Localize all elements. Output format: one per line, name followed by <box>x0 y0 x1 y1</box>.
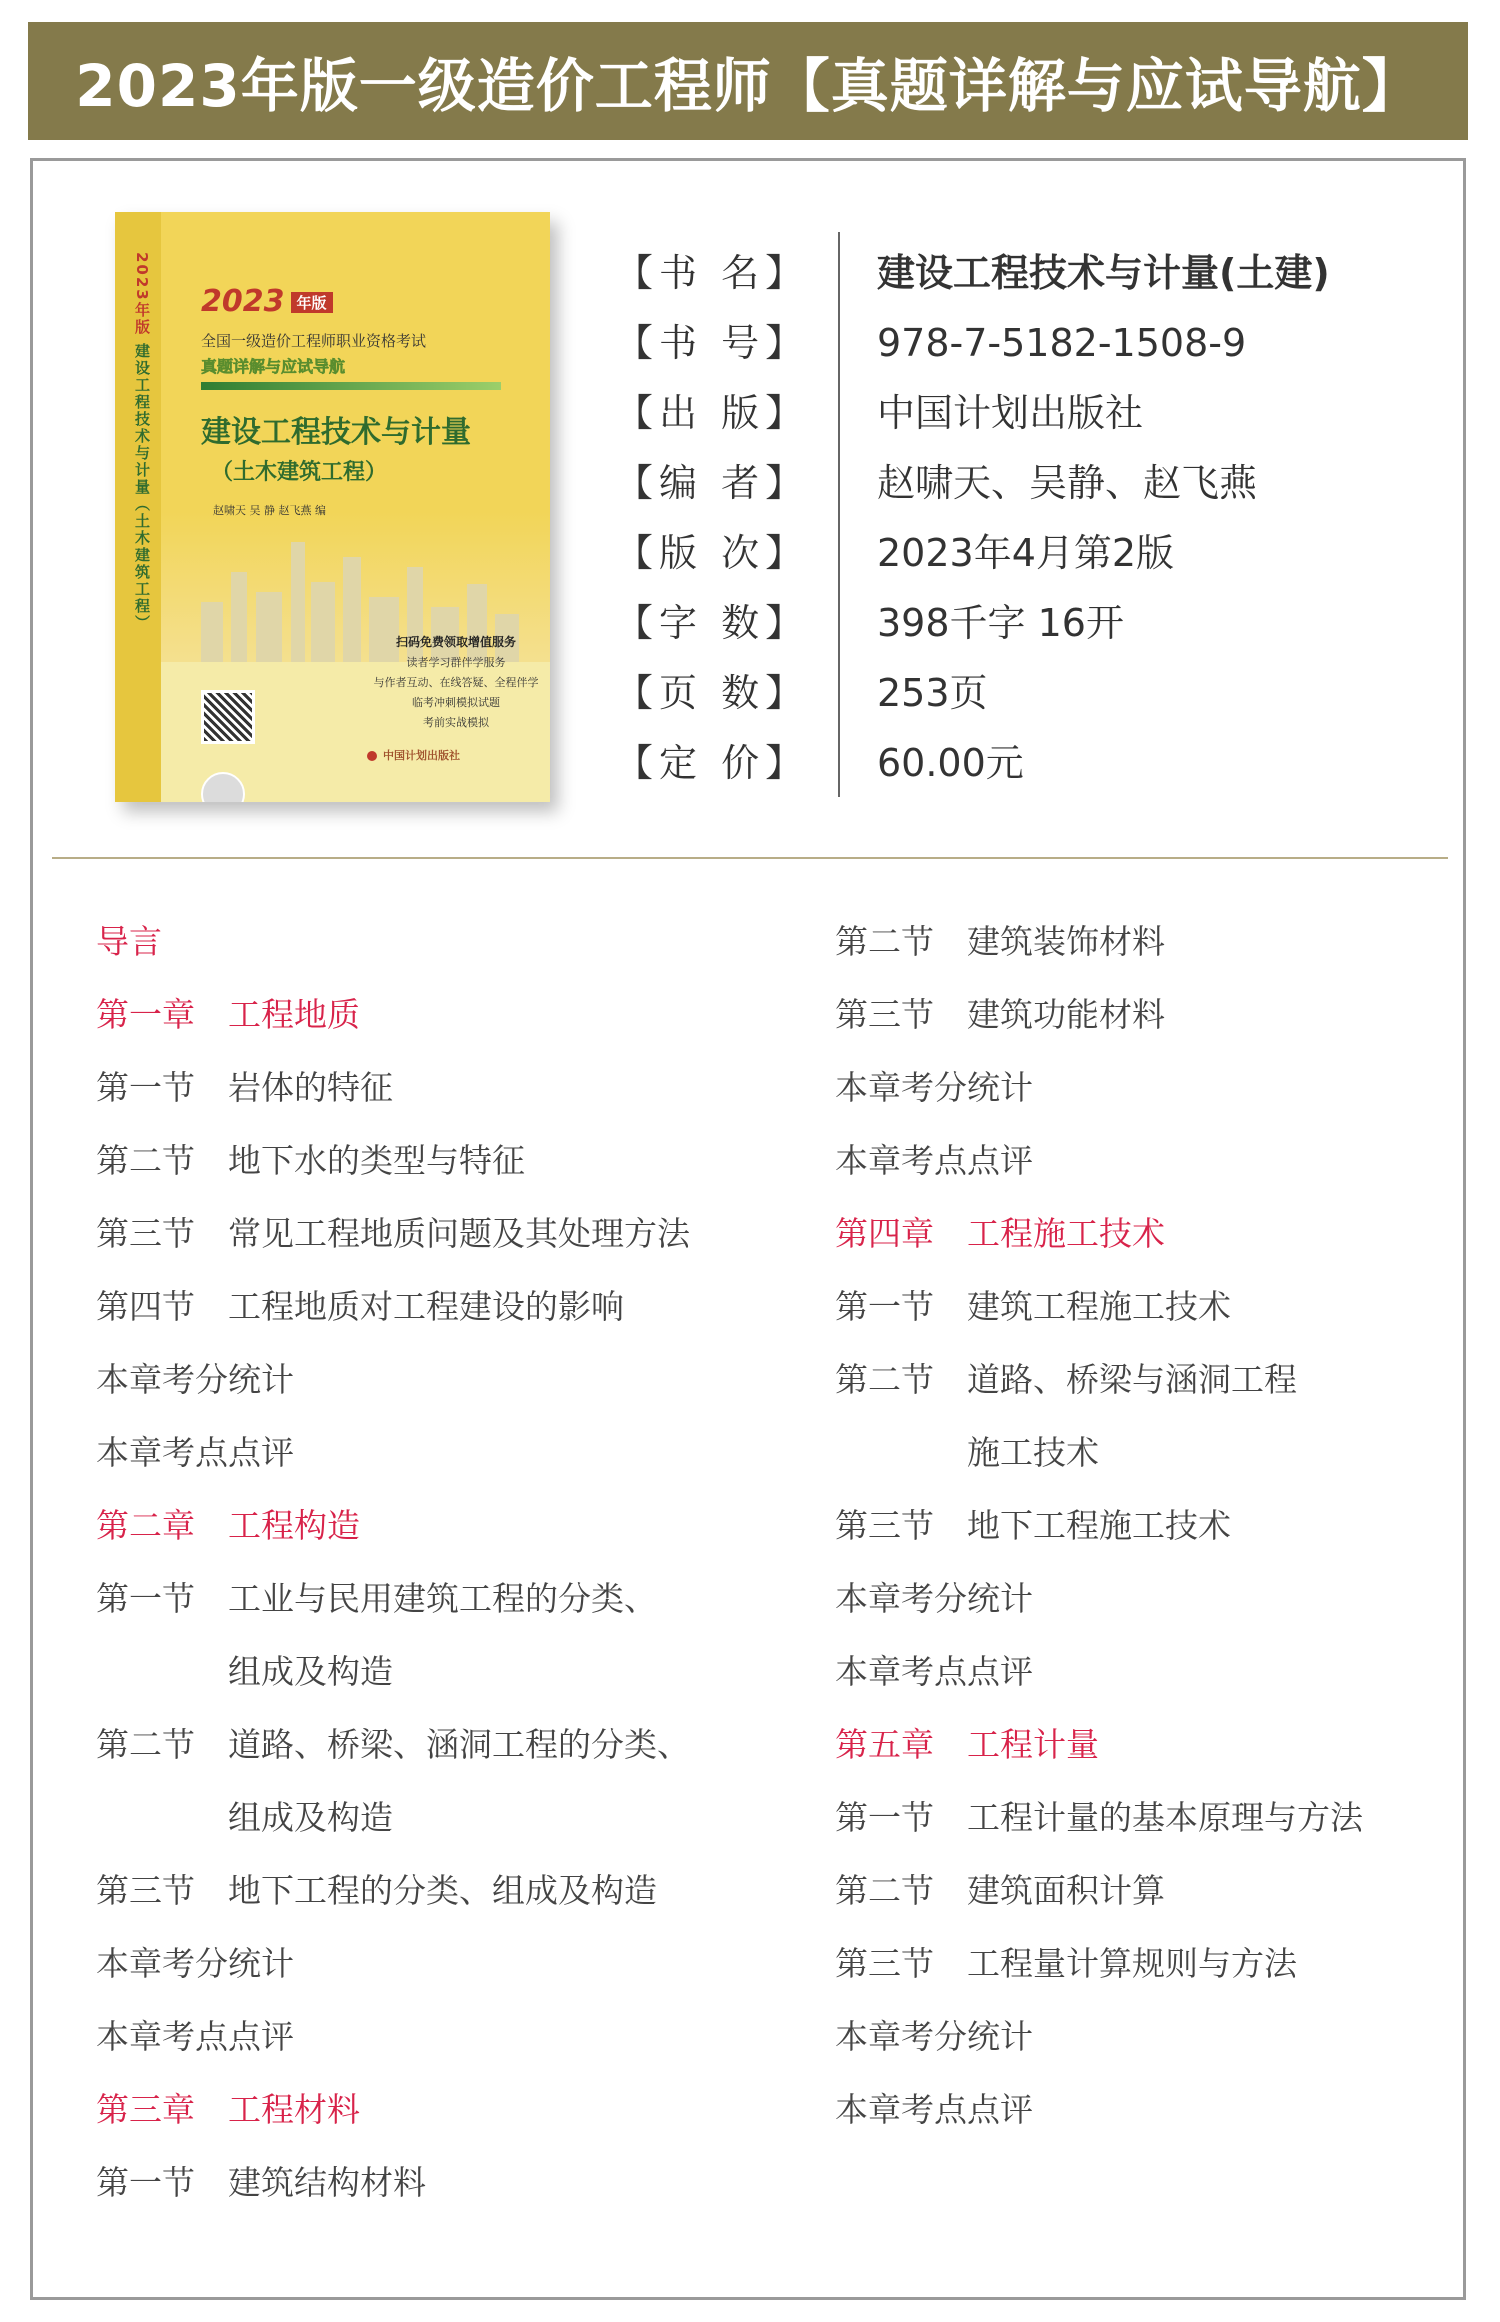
toc-item <box>96 1270 796 1343</box>
toc-item-number: 第一节 <box>835 1287 934 1326</box>
info-value-book-name: 建设工程技术与计量(土建) <box>877 251 1330 295</box>
toc-item-title: 工程地质 <box>228 995 360 1034</box>
toc-item-title: 本章考点点评 <box>835 1141 1033 1180</box>
section-divider <box>52 857 1448 859</box>
toc-item-number: 第三节 <box>835 1944 934 1983</box>
book-authors: 赵啸天 吴 静 赵飞燕 编 <box>213 504 326 517</box>
toc-item-number: 第二节 <box>835 1360 934 1399</box>
toc-item-title: 建筑功能材料 <box>967 995 1165 1034</box>
toc-item <box>835 2000 1475 2073</box>
toc-item-title: 道路、桥梁与涵洞工程 <box>967 1360 1297 1399</box>
toc-item-title: 本章考分统计 <box>835 1579 1033 1618</box>
toc-chapter <box>835 1197 1475 1270</box>
toc-item <box>835 1051 1475 1124</box>
info-label: 【页 数】 <box>615 671 810 715</box>
year-tag: 年版 <box>291 292 333 313</box>
toc-item-title: 建筑面积计算 <box>967 1871 1165 1910</box>
toc-item <box>96 1416 796 1489</box>
spine-title: 建设工程技术与计量（土木建筑工程） <box>133 342 151 632</box>
book-cover-image <box>115 212 550 802</box>
book-year: 2023 年版 <box>201 284 333 319</box>
toc-item <box>96 1343 796 1416</box>
info-value-pages: 253页 <box>877 671 988 715</box>
info-label: 【版 次】 <box>615 531 810 575</box>
toc-item <box>835 1854 1475 1927</box>
info-value-isbn: 978-7-5182-1508-9 <box>877 321 1247 365</box>
toc-item-title: 工程量计算规则与方法 <box>967 1944 1297 1983</box>
info-labels <box>615 238 823 798</box>
toc-item <box>835 1927 1475 2000</box>
banner-title: 2023年版一级造价工程师【真题详解与应试导航】 <box>75 52 1421 120</box>
toc-item <box>96 1927 796 2000</box>
toc-item <box>835 905 1475 978</box>
toc-item-number: 第二章 <box>96 1506 195 1545</box>
toc-chapter <box>96 1489 796 1562</box>
toc-item-number: 第三节 <box>835 1506 934 1545</box>
info-label: 【书 名】 <box>615 251 810 295</box>
toc-item-title: 建筑工程施工技术 <box>967 1287 1231 1326</box>
toc-item-title: 工程计量 <box>967 1725 1099 1764</box>
toc-item-title: 地下工程施工技术 <box>967 1506 1231 1545</box>
info-value-editors: 赵啸天、吴静、赵飞燕 <box>877 461 1258 505</box>
toc-item-title: 组成及构造 <box>228 1798 393 1837</box>
toc-item-number: 第一节 <box>96 2163 195 2202</box>
toc-item <box>835 978 1475 1051</box>
toc-item <box>96 1708 796 1781</box>
book-series-line: 全国一级造价工程师职业资格考试 <box>201 332 427 350</box>
toc-item-title: 工程构造 <box>228 1506 360 1545</box>
toc-item-title: 本章考分统计 <box>835 2017 1033 2056</box>
toc-item-title: 工程计量的基本原理与方法 <box>967 1798 1363 1837</box>
book-accent-bar <box>201 382 501 390</box>
toc-item-number: 第一节 <box>96 1068 195 1107</box>
info-label: 【定 价】 <box>615 741 810 785</box>
toc-item-title: 本章考分统计 <box>835 1068 1033 1107</box>
toc-item-number: 第二节 <box>96 1141 195 1180</box>
toc-chapter <box>96 905 796 978</box>
toc-left-column <box>96 905 796 2219</box>
toc-item-number: 导言 <box>96 922 162 961</box>
toc-item-number: 第二节 <box>835 922 934 961</box>
toc-item-number: 第三节 <box>96 1871 195 1910</box>
toc-item-title: 施工技术 <box>967 1433 1099 1472</box>
info-value-word-count: 398千字 16开 <box>877 601 1124 645</box>
book-publisher: 中国计划出版社 <box>367 747 460 763</box>
spine-year: 2023年版 <box>133 252 151 336</box>
toc-chapter <box>96 2073 796 2146</box>
toc-item-title: 工程施工技术 <box>967 1214 1165 1253</box>
toc-item-number: 第二节 <box>96 1725 195 1764</box>
toc-item-title: 本章考分统计 <box>96 1944 294 1983</box>
toc-item-number: 第四章 <box>835 1214 934 1253</box>
info-values <box>877 238 1467 798</box>
info-value-publisher: 中国计划出版社 <box>877 391 1144 435</box>
book-spine <box>115 212 161 802</box>
toc-item <box>96 2146 796 2219</box>
toc-item-number: 第二节 <box>835 1871 934 1910</box>
toc-item <box>835 1416 1475 1489</box>
book-series-name: 真题详解与应试导航 <box>201 357 346 376</box>
toc-item <box>835 1562 1475 1635</box>
toc-item-number: 第四节 <box>96 1287 195 1326</box>
toc-item-title: 工程材料 <box>228 2090 360 2129</box>
info-label: 【出 版】 <box>615 391 810 435</box>
toc-item <box>835 1489 1475 1562</box>
toc-item-title: 岩体的特征 <box>228 1068 393 1107</box>
toc-item-title: 本章考点点评 <box>835 1652 1033 1691</box>
page-banner <box>28 22 1468 140</box>
toc-item-title: 地下水的类型与特征 <box>228 1141 525 1180</box>
toc-right-column <box>835 905 1475 2146</box>
publisher-logo-icon <box>367 751 377 761</box>
toc-item <box>96 1854 796 1927</box>
toc-item-title: 本章考点点评 <box>96 1433 294 1472</box>
info-value-edition: 2023年4月第2版 <box>877 531 1175 575</box>
toc-item-number: 第一节 <box>96 1579 195 1618</box>
toc-item <box>835 1781 1475 1854</box>
toc-item-title: 建筑装饰材料 <box>967 922 1165 961</box>
toc-item <box>96 1124 796 1197</box>
toc-item-number: 第三章 <box>96 2090 195 2129</box>
toc-item-title: 本章考分统计 <box>96 1360 294 1399</box>
toc-item <box>96 2000 796 2073</box>
toc-item-title: 道路、桥梁、涵洞工程的分类、 <box>228 1725 690 1764</box>
toc-item-number: 第一节 <box>835 1798 934 1837</box>
book-subtitle: （土木建筑工程） <box>211 460 388 485</box>
toc-item <box>835 1124 1475 1197</box>
toc-item-title: 建筑结构材料 <box>228 2163 426 2202</box>
qr-code-icon <box>201 690 255 744</box>
toc-chapter <box>835 1708 1475 1781</box>
toc-item-title: 组成及构造 <box>228 1652 393 1691</box>
toc-item-number: 第三节 <box>96 1214 195 1253</box>
toc-item-number: 第五章 <box>835 1725 934 1764</box>
toc-item <box>835 1343 1475 1416</box>
toc-item-title: 工业与民用建筑工程的分类、 <box>228 1579 657 1618</box>
toc-item <box>96 1197 796 1270</box>
info-label: 【编 者】 <box>615 461 810 505</box>
toc-item <box>835 1270 1475 1343</box>
toc-item <box>835 1635 1475 1708</box>
info-divider <box>838 232 840 797</box>
toc-item-title: 工程地质对工程建设的影响 <box>228 1287 624 1326</box>
info-value-price: 60.00元 <box>877 741 1024 785</box>
toc-item-title: 本章考点点评 <box>835 2090 1033 2129</box>
toc-item-title: 本章考点点评 <box>96 2017 294 2056</box>
book-service-block: 扫码免费领取增值服务 读者学习群伴学服务 与作者互动、在线答疑、全程伴学 临考冲刺模拟试题 考前实战模拟 <box>373 635 539 729</box>
toc-item-number: 第三节 <box>835 995 934 1034</box>
service-title: 扫码免费领取增值服务 <box>395 635 516 649</box>
toc-chapter <box>96 978 796 1051</box>
info-label: 【书 号】 <box>615 321 810 365</box>
toc-item-title: 地下工程的分类、组成及构造 <box>228 1871 657 1910</box>
toc-item <box>96 1635 796 1708</box>
info-label: 【字 数】 <box>615 601 810 645</box>
toc-item-title: 常见工程地质问题及其处理方法 <box>228 1214 690 1253</box>
toc-item <box>835 2073 1475 2146</box>
toc-item <box>96 1051 796 1124</box>
toc-item <box>96 1562 796 1635</box>
toc-item <box>96 1781 796 1854</box>
toc-item-number: 第一章 <box>96 995 195 1034</box>
book-title: 建设工程技术与计量 <box>201 415 471 450</box>
